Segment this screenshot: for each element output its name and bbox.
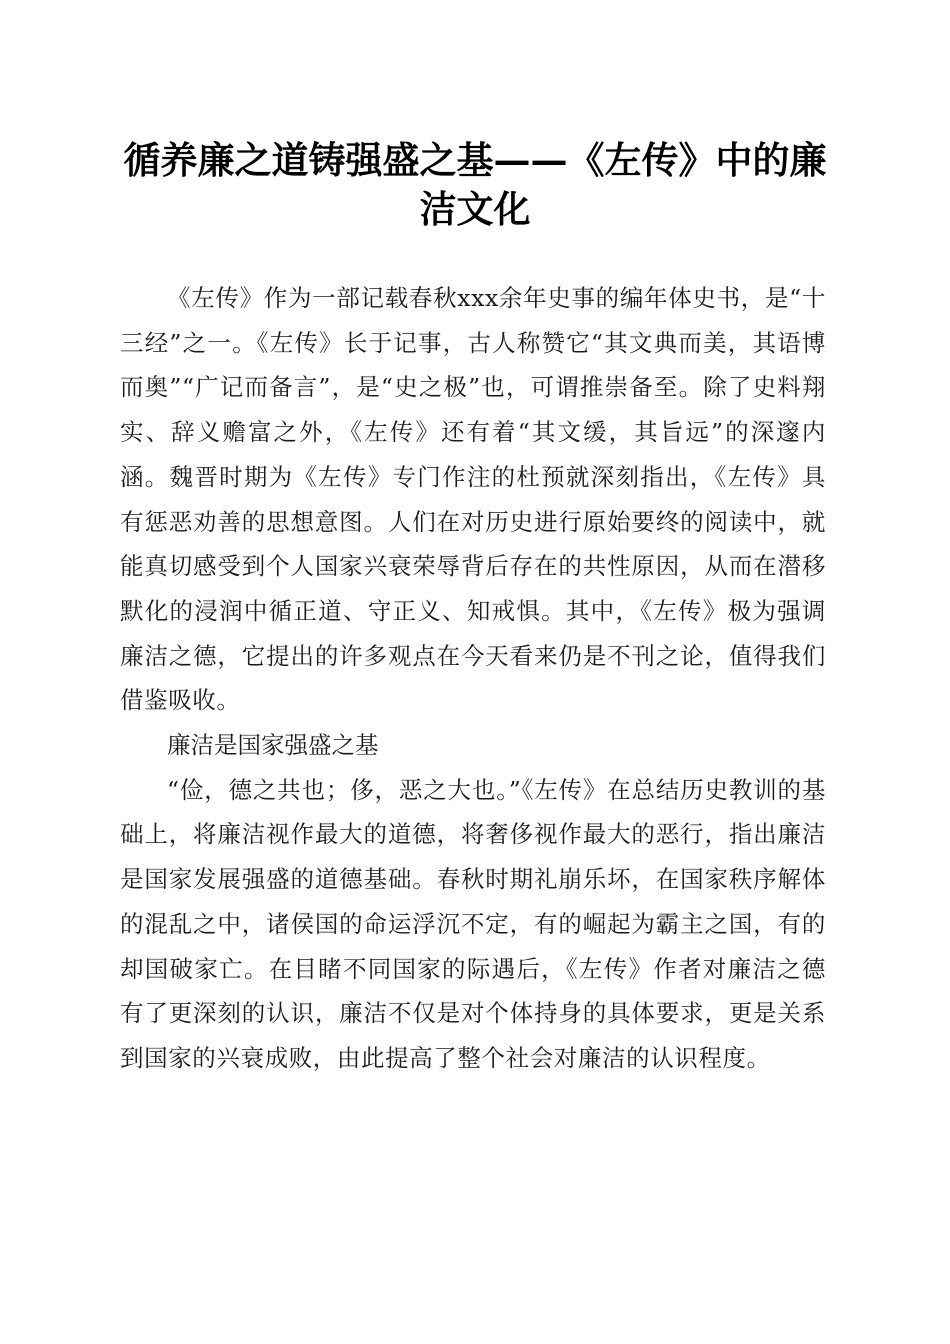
document-body [120,276,826,1081]
intro-paragraph: 《左传》作为一部记载春秋xxx余年史事的编年体史书，是“十三经”之一。《左传》长于记事，古人称赞它“其文典而美，其语博而奥”“广记而备言”，是“史之极”也，可谓推崇备至。除了史料翔实、辞义赡富之外，《左传》还有着“其文缓，其旨远”的深邃内涵。魏晋时期为《左传》专门作注的杜预就深刻指出，《左传》具有惩恶劝善的思想意图。人们在对历史进行原始要终的阅读中，就能真切感受到个人国家兴衰荣辱背后存在的共性原因，从而在潜移默化的浸润中循正道、守正义、知戒惧。其中，《左传》极为强调廉洁之德，它提出的许多观点在今天看来仍是不刊之论，值得我们借鉴吸收。 [120,284,826,715]
section-heading: 廉洁是国家强盛之基 [167,731,379,760]
document-title: 循养廉之道铸强盛之基——《左传》中的廉洁文化 [123,138,827,231]
section-paragraph: “俭，德之共也；侈，恶之大也。”《左传》在总结历史教训的基础上，将廉洁视作最大的道德，将奢侈视作最大的恶行，指出廉洁是国家发展强盛的道德基础。春秋时期礼崩乐坏，在国家秩序解体的混乱之中，诸侯国的命运浮沉不定，有的崛起为霸主之国，有的却国破家亡。在目睹不同国家的际遇后，《左传》作者对廉洁之德有了更深刻的认识，廉洁不仅是对个体持身的具体要求，更是关系到国家的兴衰成败，由此提高了整个社会对廉洁的认识程度。 [120,775,826,1072]
